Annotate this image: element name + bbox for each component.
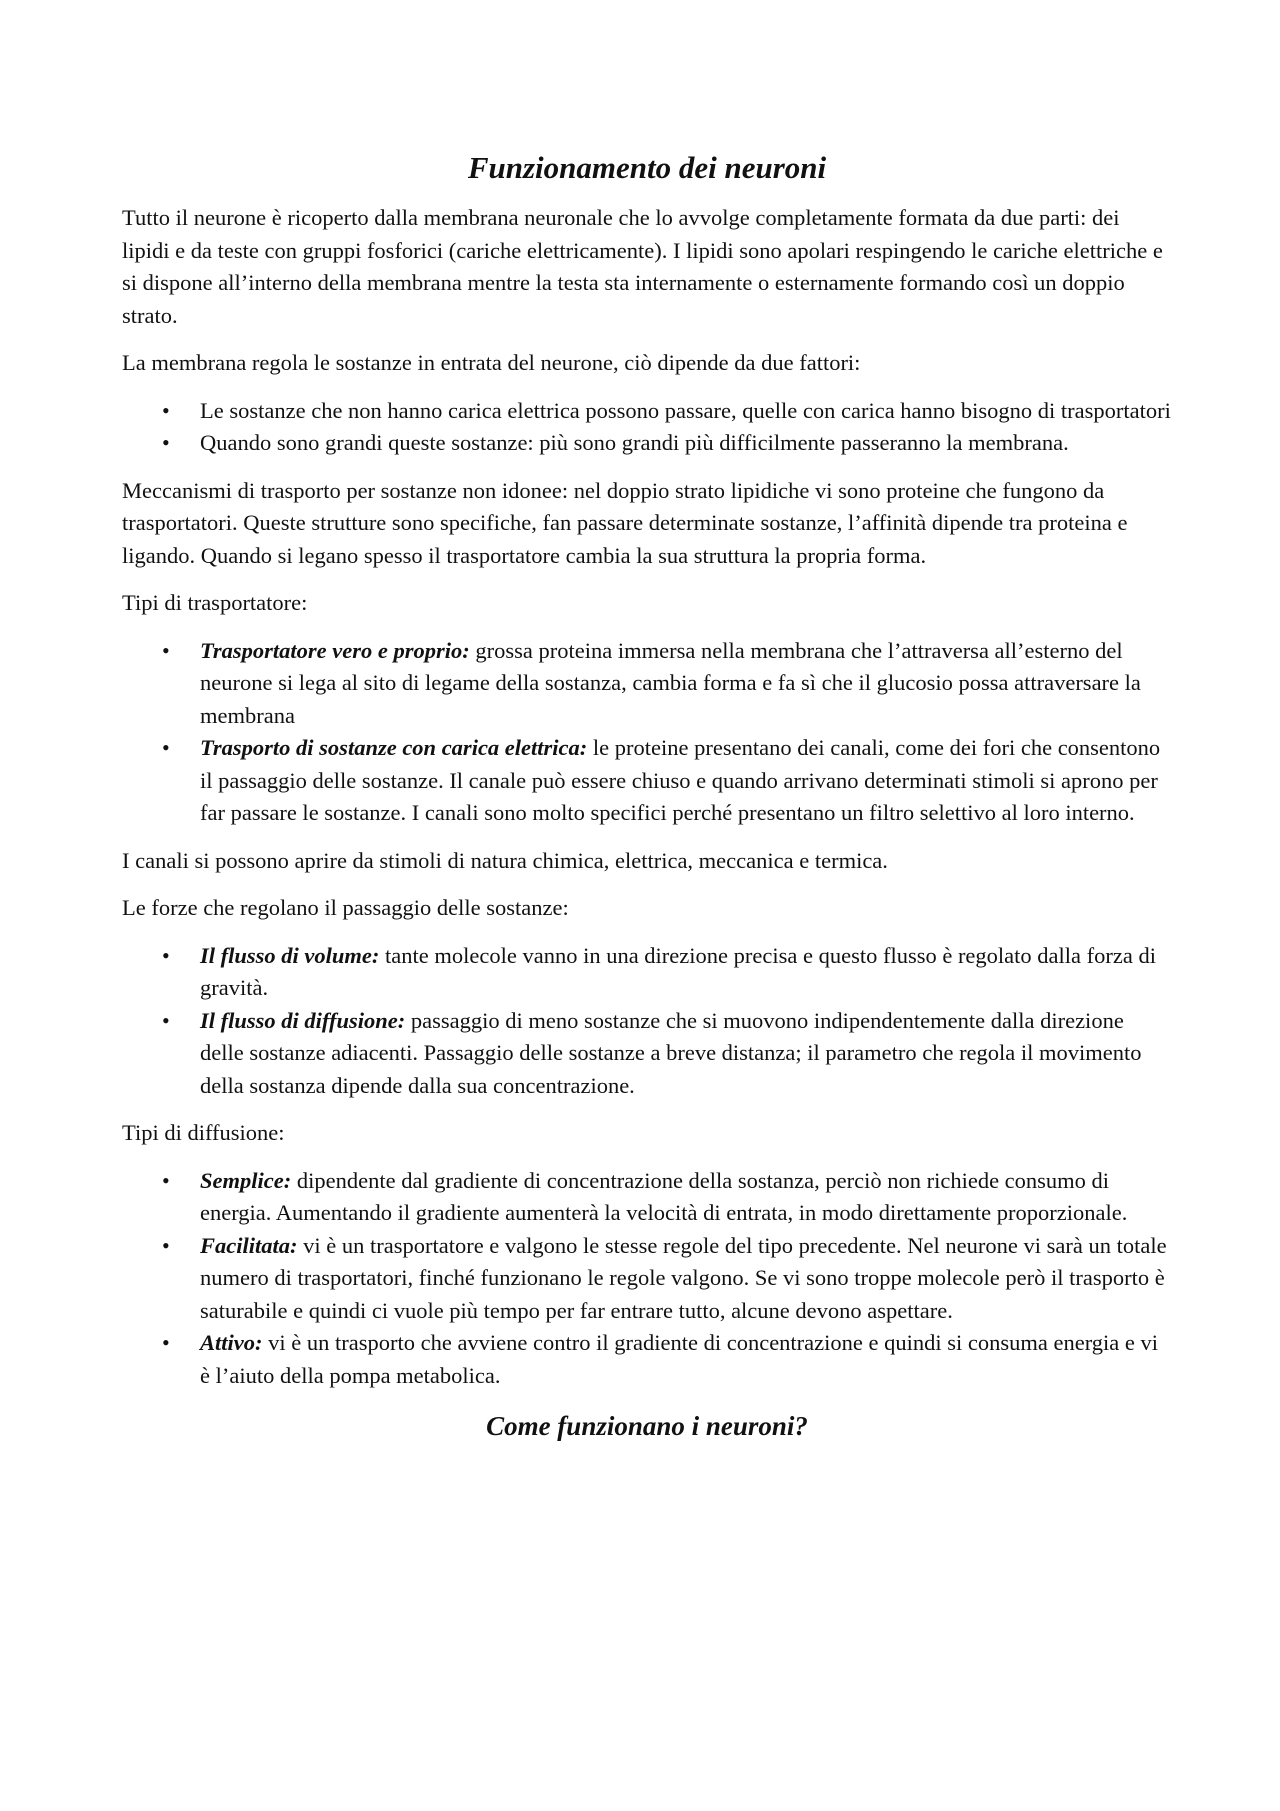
list-item: • Le sostanze che non hanno carica elettrica possono passare, quelle con carica hanno bisogno di trasportatori [200,395,1172,428]
list-item-text: vi è un trasportatore e valgono le stesse regole del tipo precedente. Nel neurone vi sarà un totale numero di trasportatori, finché funzionano le regole valgono. Se vi sono troppe molecole però il trasporto è saturabile e quindi ci vuole più tempo per far entrare tutto, alcune devono aspettare. [200,1232,1167,1323]
paragraph-transporter-types: Tipi di trasportatore: [122,590,308,615]
page-title: Funzionamento dei neuroni [467,150,827,185]
document-page [122,148,1172,1444]
list-diffusion-types [122,1165,1172,1393]
list-item-term: Attivo: [200,1330,263,1355]
list-item-term: Trasportatore vero e proprio: [200,637,470,663]
list-item-text: vi è un trasporto che avviene contro il gradiente di concentrazione e quindi si consuma energia e vi è l’aiuto della pompa metabolica. [200,1330,1159,1388]
list-item-term: Facilitata: [200,1232,298,1258]
list-item-term: Il flusso di volume: [200,942,380,968]
paragraph-transport-mechanisms: Meccanismi di trasporto per sostanze non idonee: nel doppio strato lipidiche vi sono proteine che fungono da trasportatori. Queste strutture sono specifiche, fan passare determinate sostanze, l’affinità dipende tra proteina e ligando. Quando si legano spesso il trasportatore cambia la sua struttura la propria forma. [122,477,1128,568]
list-item [200,1165,1172,1230]
list-item-term: Trasporto di sostanze con carica elettrica: [200,735,588,760]
paragraph-regulation: La membrana regola le sostanze in entrata del neurone, ciò dipende da due fattori: [122,350,861,375]
list-factors [122,395,1172,460]
list-item [200,1327,1172,1392]
list-item [200,635,1172,733]
list-item [200,732,1172,830]
section-heading: Come funzionano i neuroni? [486,1411,808,1441]
paragraph-membrane: Tutto il neurone è ricoperto dalla membrana neuronale che lo avvolge completamente formata da due parti: dei lipidi e da teste con gruppi fosforici (cariche elettricamente). I lipidi sono apolari respingendo le cariche elettriche e si dispone all’interno della membrana mentre la testa sta internamente o esternamente formando così un doppio strato. [122,205,1163,328]
list-item [200,1230,1172,1328]
list-item-text: dipendente dal gradiente di concentrazione della sostanza, perciò non richiede consumo di energia. Aumentando il gradiente aumenterà la velocità di entrata, in modo direttamente proporzionale. [200,1167,1128,1225]
list-transporter-types [122,635,1172,830]
list-item [200,940,1172,1005]
list-item-text: passaggio di meno sostanze che si muovono indipendentemente dalla direzione delle sostanze adiacenti. Passaggio delle sostanze a breve distanza; il parametro che regola il movimento della sostanza dipende dalla sua concentrazione. [200,1007,1142,1098]
list-item-term: Il flusso di diffusione: [200,1007,406,1033]
list-item-text: grossa proteina immersa nella membrana che l’attraversa all’esterno del neurone si lega al sito di legame della sostanza, cambia forma e fa sì che il glucosio possa attraversare la membrana [200,637,1141,728]
list-item [200,1005,1172,1103]
list-item-text: le proteine presentano dei canali, come dei fori che consentono il passaggio delle sostanze. Il canale può essere chiuso e quando arrivano determinati stimoli si aprono per far passare le sostanze. I canali sono molto specifici perché presentano un filtro selettivo al loro interno. [200,735,1161,825]
paragraph-channels: I canali si possono aprire da stimoli di natura chimica, elettrica, meccanica e termica. [122,847,888,873]
paragraph-diffusion-types: Tipi di diffusione: [122,1120,285,1145]
list-item: • Quando sono grandi queste sostanze: più sono grandi più difficilmente passeranno la membrana. [200,427,1172,460]
list-item-term: Semplice: [200,1167,292,1193]
list-item-text: tante molecole vanno in una direzione precisa e questo flusso è regolato dalla forza di gravità. [200,942,1156,1000]
paragraph-forces: Le forze che regolano il passaggio delle sostanze: [122,895,569,920]
list-forces [122,940,1172,1103]
